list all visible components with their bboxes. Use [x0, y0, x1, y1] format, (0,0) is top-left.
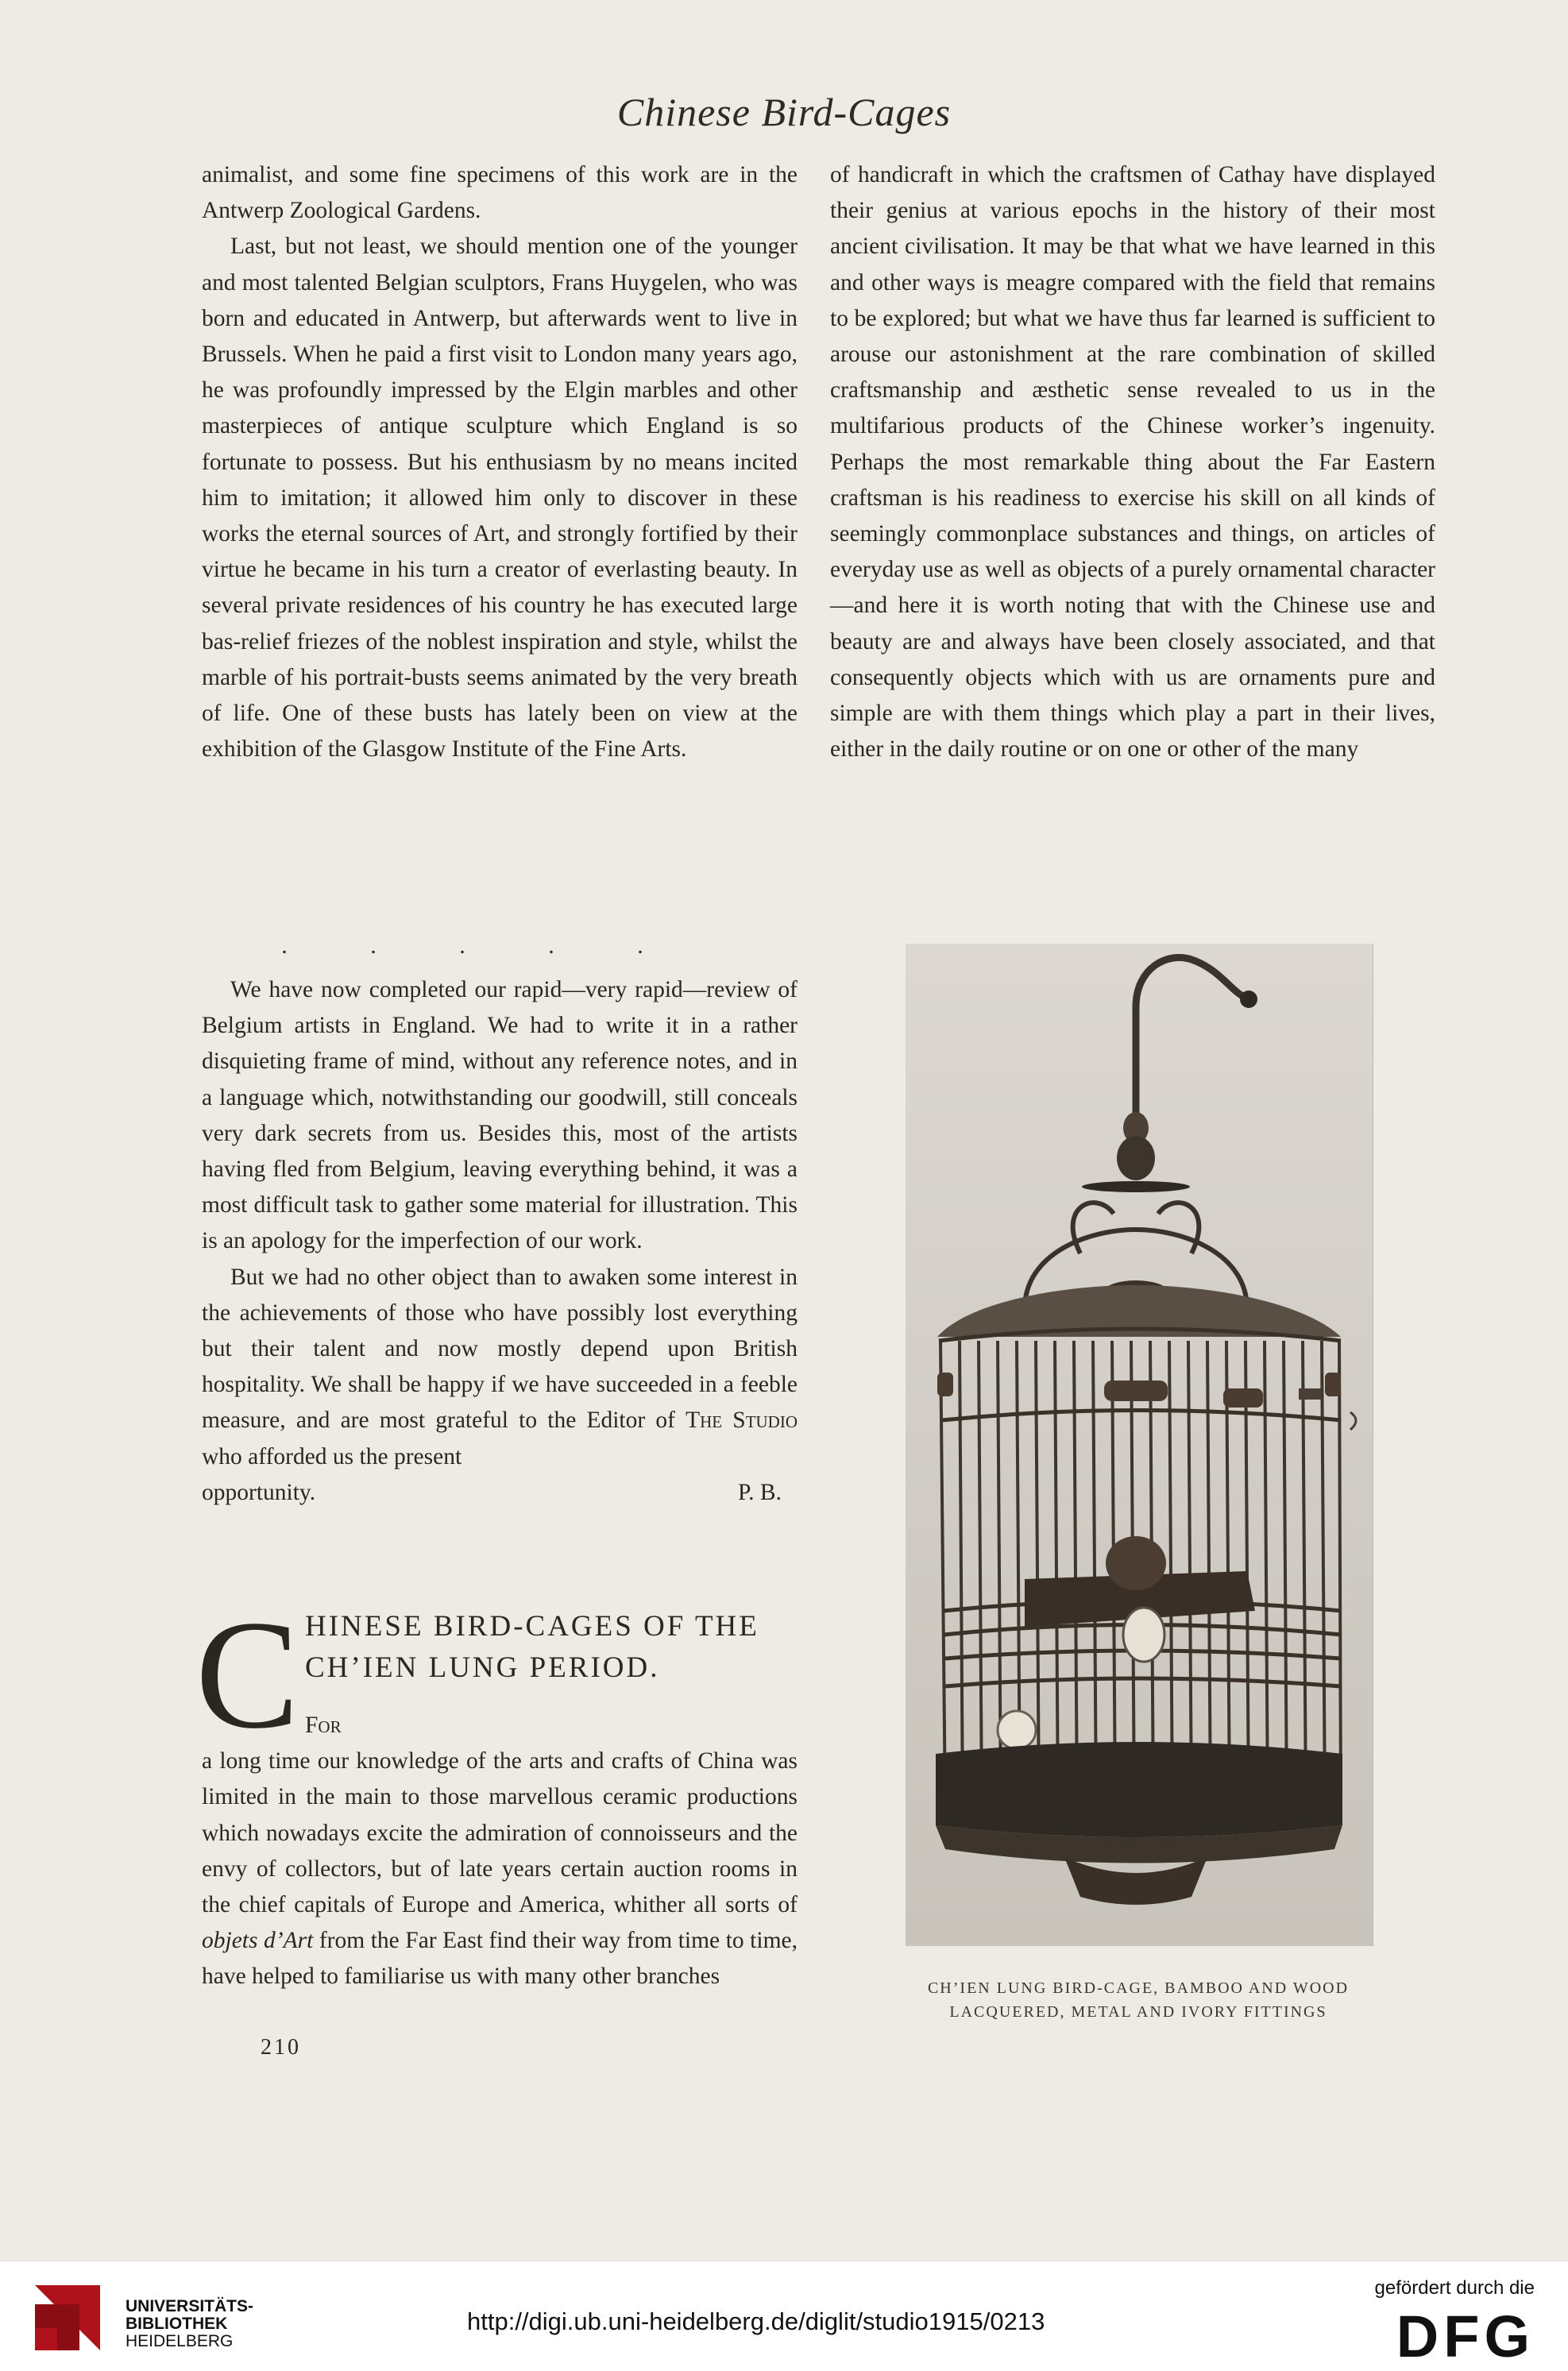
library-name-line: HEIDELBERG [126, 2332, 234, 2350]
paragraph-text: a long time our knowledge of the arts and crafts of China was limited in the main to those marvellous ceramic productions which nowadays excite the admiration of connoisseurs and the envy of collectors, but of late years certain auction rooms in the chief capitals of Europe and America, whither all sorts of [202, 1748, 798, 1918]
paragraph-text: who afforded us the present [202, 1443, 462, 1469]
library-logo-icon [30, 2280, 105, 2355]
dot: . [637, 933, 643, 959]
italic-phrase: objets d’Art [202, 1928, 314, 1954]
library-name-line: BIBLIOTHEK [126, 2315, 228, 2333]
lead-word: For [305, 1713, 342, 1738]
drop-cap: C [195, 1589, 299, 1761]
funding-label: gefördert durch die [1374, 2277, 1535, 2299]
paragraph-end: opportunity. [202, 1479, 316, 1505]
dot: . [459, 933, 465, 959]
left-column-upper [202, 157, 798, 767]
signature-line [202, 1475, 798, 1511]
right-column [830, 157, 1435, 767]
paragraph-text: from the Far East find their way from time to time, have helped to familiarise us with many other branches [202, 1928, 798, 1990]
dot: . [281, 933, 288, 959]
bird-cage-photo [906, 944, 1373, 1946]
paragraph [202, 1260, 798, 1475]
dot: . [548, 933, 554, 959]
caption-line: CH’IEN LUNG BIRD-CAGE, BAMBOO AND WOOD [927, 1979, 1350, 1997]
digitization-footer [0, 2261, 1568, 2371]
permalink-url[interactable]: http://digi.ub.uni-heidelberg.de/diglit/studio1915/0213 [467, 2307, 1045, 2335]
paragraph [202, 1708, 798, 1995]
paragraph: We have now completed our rapid—very rapid—review of Belgium artists in England. We had to write it in a rather disquieting frame of mind, without any reference notes, and in a language which, notwithstanding our goodwill, still conceals very dark secrets from us. Besides this, most of the artists having fled from Belgium, leaving everything behind, it was a most difficult task to gather some material for illustration. This is an apology for the imperfection of our work. [202, 977, 798, 1254]
article-body [202, 1708, 798, 1995]
dfg-logo: DFG [1396, 2303, 1535, 2369]
library-name [126, 2298, 253, 2350]
magazine-name: The Studio [686, 1408, 798, 1434]
paragraph: animalist, and some fine specimens of this work are in the Antwerp Zoological Gardens. [202, 162, 798, 224]
heading-line: CH’IEN LUNG PERIOD. [305, 1651, 660, 1684]
heading-line: HINESE BIRD-CAGES OF THE [305, 1610, 759, 1643]
paragraph: of handicraft in which the craftsmen of Cathay have displayed their genius at various epochs in the history of their most ancient civilisation. It may be that what we have learned in this and other ways is meagre compared with the field that remains to be explored; but what we have thus far learned is sufficient to arouse our astonishment at the rare combination of skilled craftsmanship and æsthetic sense revealed to us in the multifarious products of the Chinese worker’s ingenuity. Perhaps the most remarkable thing about the Far Eastern craftsman is his readiness to exercise his skill on all kinds of seemingly commonplace substances and things, on articles of everyday use as well as objects of a purely ornamental character—and here it is worth noting that with the Chinese use and beauty are and always have been closely associated, and that consequently objects which with us are ornaments pure and simple are with them things which play a part in their lives, either in the daily routine or on one or other of the many [830, 162, 1435, 763]
figure-caption [848, 1976, 1428, 2024]
author-signature: P. B. [738, 1479, 782, 1505]
section-break-dots [240, 934, 685, 958]
left-column-lower [202, 923, 798, 1511]
running-head: Chinese Bird-Cages [616, 90, 952, 134]
page-number: 210 [261, 2035, 301, 2060]
dot: . [370, 933, 377, 959]
paragraph: Last, but not least, we should mention one of the younger and most talented Belgian sculptors, Frans Huygelen, who was born and educated in Antwerp, but afterwards went to live in Brussels. When he paid a first visit to London many years ago, he was profoundly impressed by the Elgin marbles and other masterpieces of antique sculpture which England is so fortunate to possess. But his enthusiasm by no means incited him to imitation; it allowed him only to discover in these works the eternal sources of Art, and strongly fortified by their virtue he became in his turn a creator of everlasting beauty. In several private residences of his country he has executed large bas-relief friezes of the noblest inspiration and style, whilst the marble of his portrait-busts seems animated by the very breath of life. One of these busts has lately been on view at the exhibition of the Glasgow Institute of the Fine Arts. [202, 234, 798, 763]
caption-line: LACQUERED, METAL AND IVORY FITTINGS [949, 2003, 1327, 2021]
library-name-line: UNIVERSITÄTS- [126, 2297, 254, 2315]
bird-cage-illustration [906, 944, 1373, 1946]
paragraph-text: But we had no other object than to awaken some interest in the achievements of those who have possibly lost everything but their talent and now mostly depend upon British hospitality. We shall be happy if we have succeeded in a feeble measure, and are most grateful to the Editor of [202, 1264, 798, 1434]
